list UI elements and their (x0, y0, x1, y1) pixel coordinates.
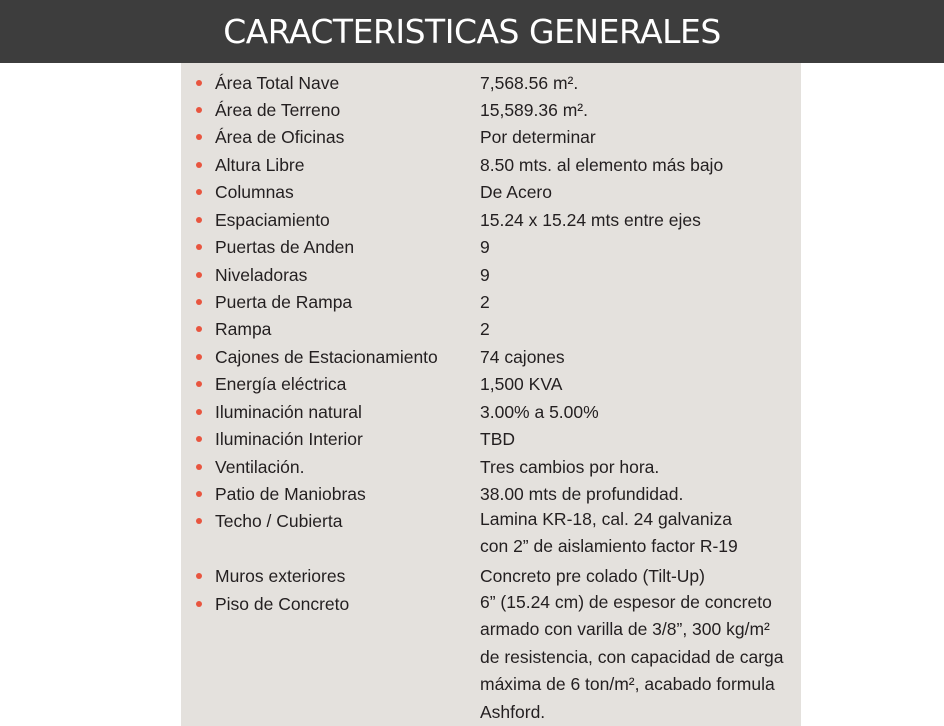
list-item (181, 342, 801, 369)
list-item (181, 314, 801, 341)
page-title: CARACTERISTICAS GENERALES (223, 12, 721, 51)
list-item (181, 122, 801, 149)
spec-value-line: 6” (15.24 cm) de espesor de concreto (480, 592, 772, 612)
spec-label: Altura Libre (215, 155, 305, 175)
bullet-icon (196, 354, 202, 360)
spec-value-line: Lamina KR-18, cal. 24 galvaniza (480, 509, 732, 529)
list-item (181, 150, 801, 177)
spec-value: 15,589.36 m². (480, 100, 588, 120)
bullet-icon (196, 601, 202, 607)
list-item (181, 287, 801, 314)
bullet-icon (196, 244, 202, 250)
bullet-icon (196, 464, 202, 470)
spec-value: 7,568.56 m². (480, 73, 579, 93)
spec-value-line: máxima de 6 ton/m², acabado formula (480, 674, 775, 695)
spec-value: 2 (480, 292, 490, 312)
list-item (181, 95, 801, 122)
spec-value: Por determinar (480, 127, 596, 147)
spec-label: Niveladoras (215, 265, 308, 285)
spec-label: Puertas de Anden (215, 237, 355, 257)
spec-label: Energía eléctrica (215, 374, 347, 394)
bullet-icon (196, 409, 202, 415)
list-item (181, 506, 801, 561)
spec-label: Área de Terreno (215, 100, 341, 120)
list-item (181, 561, 801, 588)
spec-value: 1,500 KVA (480, 374, 563, 394)
list-item (181, 369, 801, 396)
bullet-icon (196, 326, 202, 332)
spec-label: Columnas (215, 182, 294, 202)
spec-label: Patio de Maniobras (215, 484, 366, 504)
spec-value-line: de resistencia, con capacidad de carga (480, 646, 784, 667)
bullet-icon (196, 272, 202, 278)
spec-value: De Acero (480, 182, 552, 202)
spec-label: Muros exteriores (215, 566, 346, 586)
list-item (181, 452, 801, 479)
spec-label: Ventilación. (215, 457, 305, 477)
spec-label: Área de Oficinas (215, 127, 345, 147)
spec-label: Piso de Concreto (215, 594, 350, 614)
list-item (181, 589, 801, 726)
spec-label: Iluminación Interior (215, 429, 363, 449)
spec-label: Iluminación natural (215, 402, 362, 422)
bullet-icon (196, 134, 202, 140)
spec-value (480, 589, 784, 726)
spec-value: 9 (480, 237, 490, 257)
bullet-icon (196, 80, 202, 86)
bullet-icon (196, 189, 202, 195)
bullet-icon (196, 573, 202, 579)
list-item (181, 232, 801, 259)
spec-label: Techo / Cubierta (215, 511, 343, 531)
bullet-icon (196, 107, 202, 113)
bullet-icon (196, 217, 202, 223)
spec-value: Concreto pre colado (Tilt-Up) (480, 566, 705, 586)
bullet-icon (196, 381, 202, 387)
spec-label: Área Total Nave (215, 73, 340, 93)
spec-value: 9 (480, 265, 490, 285)
spec-label: Puerta de Rampa (215, 292, 353, 312)
list-item (181, 205, 801, 232)
spec-value: 2 (480, 319, 490, 339)
spec-value-line: armado con varilla de 3/8”, 300 kg/m² (480, 619, 770, 640)
bullet-icon (196, 162, 202, 168)
list-item (181, 479, 801, 506)
list-item (181, 177, 801, 204)
spec-value: Tres cambios por hora. (480, 457, 660, 477)
bullet-icon (196, 491, 202, 497)
specs-panel (181, 63, 801, 726)
spec-value: 8.50 mts. al elemento más bajo (480, 155, 724, 175)
spec-value: TBD (480, 429, 515, 449)
spec-label: Rampa (215, 319, 272, 339)
header-bar (0, 0, 944, 63)
spec-value: 15.24 x 15.24 mts entre ejes (480, 210, 701, 230)
bullet-icon (196, 436, 202, 442)
spec-value: 38.00 mts de profundidad. (480, 484, 684, 504)
list-item (181, 397, 801, 424)
list-item (181, 260, 801, 287)
spec-label: Espaciamiento (215, 210, 330, 230)
list-item (181, 424, 801, 451)
spec-value-line: Ashford. (480, 701, 546, 722)
spec-label: Cajones de Estacionamiento (215, 347, 438, 367)
spec-value (480, 506, 738, 561)
bullet-icon (196, 518, 202, 524)
list-item (181, 68, 801, 95)
spec-value-line: con 2” de aislamiento factor R-19 (480, 536, 738, 557)
spec-value: 3.00% a 5.00% (480, 402, 599, 422)
bullet-icon (196, 299, 202, 305)
spec-value: 74 cajones (480, 347, 565, 367)
